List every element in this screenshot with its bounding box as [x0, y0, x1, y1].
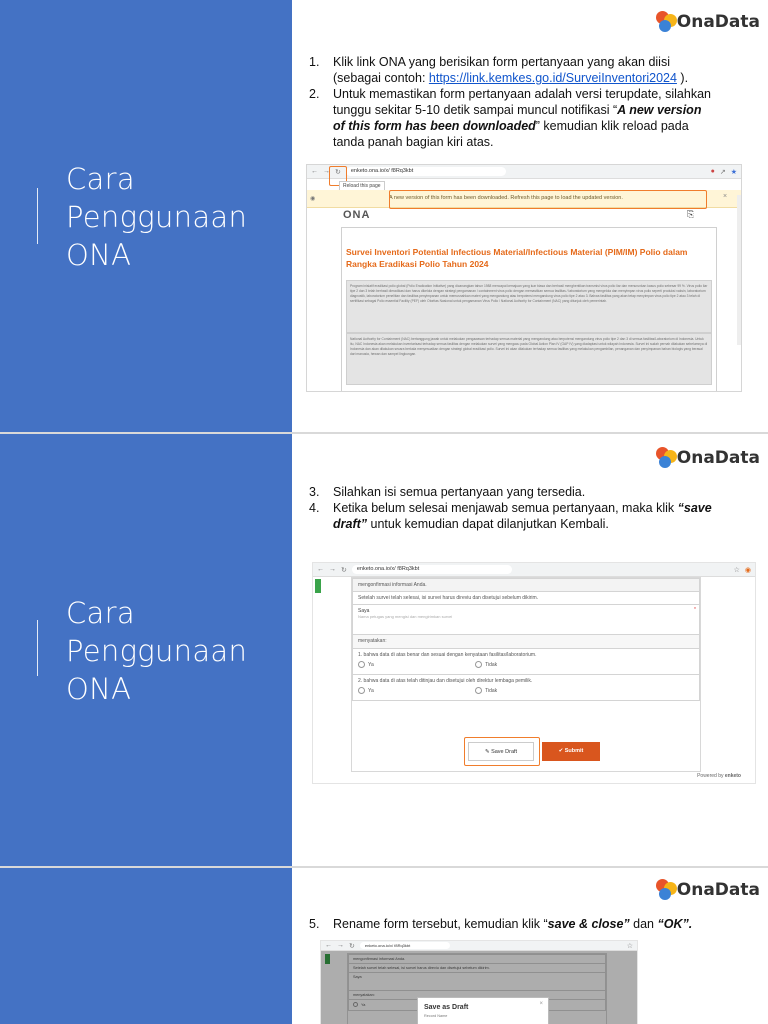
form-row-review-note: Setelah survei telah selesai, isi survei harus direviu dan disetujui sebelum dikirim.: [352, 592, 700, 605]
slide-title: Cara Penggunaan ONA: [66, 162, 248, 272]
url-bar[interactable]: enketo.ona.io/x/ f8Rq3kbt: [352, 565, 512, 574]
bookmark-star-icon[interactable]: ☆: [626, 942, 633, 950]
share-icon: ↗: [719, 168, 726, 176]
forward-icon[interactable]: →: [329, 566, 336, 573]
divider-line: [37, 188, 38, 244]
forward-icon[interactable]: →: [337, 942, 344, 949]
onadata-logo-icon: [656, 11, 672, 33]
save-draft-button[interactable]: ✎ Save Draft: [468, 742, 534, 761]
back-icon[interactable]: ←: [317, 566, 324, 573]
onadata-logo-icon: [656, 879, 672, 901]
scrollbar[interactable]: [737, 195, 742, 345]
side-status-icon: [315, 579, 321, 593]
record-name-label: Record Name: [424, 1014, 448, 1018]
screenshot-rename: [320, 940, 638, 1024]
form-area: [351, 577, 701, 772]
close-modal-icon[interactable]: ×: [539, 1001, 543, 1007]
onadata-logo-icon: [656, 447, 672, 469]
notice-info-icon: ◉: [310, 196, 316, 202]
onadata-logo: OnaData: [656, 2, 760, 42]
step-list: [309, 916, 749, 932]
url-bar[interactable]: enketo.ona.io/x/ f8Rq3kbt: [346, 167, 506, 176]
browser-bar: [321, 941, 637, 951]
intro-paragraph-2: National Authority for Containment (NAC) bertanggung jawab untuk melakukan pengawasan terhadap semua material yang mengandung atau berpotensi mengandung virus polio tipe 2 dan 3 di semua fasilitas/Laboratorium di Indonesia. Untuk itu, NAC Indonesia akan melakukan inventarisasi terhadap semua fasilitas dengan melakukan survei yang mengacu pada Global Action Plan IV (GAP IV) yang diadaptasi untuk wilayah Indonesia. Survei ini sudah pernah dilakukan sebelumnya di Indonesia dan akan dilakukan secara berkala menyesuaikan dengan strategi global eradikasi polio. Survei ini akan dilakukan terhadap semua fasilitas yang melakukan pengambilan, penanganan dan penyimpanan bahan biologis yang berasal dari manusia, hewan dan sampel lingkungan.: [346, 333, 712, 385]
back-icon[interactable]: ←: [325, 942, 332, 949]
step-2: 2. Untuk memastikan form pertanyaan adalah versi terupdate, silahkan tunggu sekitar 5-10 detik sampai muncul notifikasi “A new version of this form has been downloaded” kemudian klik reload pada tanda panah bagian kiri atas.: [309, 87, 711, 149]
step-1: 1. Klik link ONA yang berisikan form pertanyaan yang akan diisi (sebagai contoh: https://link.kemkes.go.id/SurveiInventori2024 ).: [309, 55, 689, 85]
name-label: Saya: [358, 608, 370, 614]
back-icon[interactable]: ←: [311, 168, 318, 175]
form-row-name: [352, 605, 700, 635]
notice-highlight: [389, 190, 707, 209]
close-notice-icon[interactable]: ×: [723, 193, 728, 200]
ona-logo: ONA: [343, 209, 371, 221]
onadata-logo: OnaData: [656, 870, 760, 910]
save-as-draft-modal: [417, 997, 549, 1024]
form-row-statement: menyatakan:: [352, 635, 700, 649]
reload-tooltip: Reload this page: [339, 181, 385, 191]
reload-icon[interactable]: ↻: [335, 168, 341, 176]
print-icon[interactable]: ⎘: [687, 209, 695, 219]
question-1: 1. bahwa data di atas benar dan sesuai dengan kenyataan fasilitas/laboratorium. Ya Tidak: [352, 649, 700, 675]
slide-3: [0, 868, 768, 1024]
title-panel: [0, 434, 292, 866]
step-4: 4. Ketika belum selesai menjawab semua pertanyaan, maka klik “save draft” untuk kemudian dapat dilanjutkan Kembali.: [309, 501, 712, 531]
name-hint: Nama petugas yang mengisi dan mengirimkan survei: [358, 614, 453, 619]
forward-icon[interactable]: →: [323, 168, 330, 175]
q2-radio-ya[interactable]: Ya: [358, 687, 374, 694]
screenshot-reload: [306, 164, 742, 392]
reload-icon[interactable]: ↻: [349, 942, 355, 950]
title-panel: [0, 868, 292, 1024]
bookmark-star-icon[interactable]: ☆: [733, 566, 740, 574]
form-row-confirm: mengonfirmasi informasi Anda.: [348, 954, 606, 964]
screenshot-save-draft: [312, 562, 756, 784]
submit-button[interactable]: ✔ Submit: [542, 742, 600, 761]
q2-radio-tidak[interactable]: Tidak: [475, 687, 497, 694]
divider-line: [37, 620, 38, 676]
form-row-name: Saya: [348, 973, 606, 991]
slide-2: [0, 434, 768, 866]
form-row-review-note: Setelah survei telah selesai, isi survei harus direviu dan disetujui sebelum dikirim.: [348, 964, 606, 973]
bookmark-star-icon[interactable]: ★: [730, 168, 737, 176]
form-row-statement: menyatakan:: [348, 991, 606, 1000]
save-draft-highlight: [464, 737, 540, 766]
title-panel: [0, 0, 292, 432]
step-5: 5. Rename form tersebut, kemudian klik “save & close” dan “OK”.: [309, 917, 693, 931]
form-title: Survei Inventori Potential Infectious Material/Infectious Material (PIM/IM) Polio dalam Rangka Eradikasi Polio Tahun 2024: [346, 247, 688, 269]
slide-1: [0, 0, 768, 432]
extension-icon: ●: [710, 168, 715, 175]
survey-link[interactable]: https://link.kemkes.go.id/SurveiInventori2024: [428, 71, 677, 85]
step-list: [309, 54, 749, 150]
step-list: [309, 484, 749, 532]
question-2: 2. bahwa data di atas telah ditinjau dan disetujui oleh direktur lembaga pemilik. Ya Tidak: [352, 675, 700, 701]
url-bar[interactable]: enketo.ona.io/x/ f8Rq3kbt: [360, 942, 450, 949]
new-version-notice: A new version of this form has been downloaded. Refresh this page to load the updated version.: [307, 190, 741, 208]
q1-radio-tidak[interactable]: Tidak: [475, 661, 497, 668]
browser-bar: [313, 563, 755, 577]
browser-bar: [307, 165, 741, 179]
modal-title: Save as Draft: [424, 1004, 469, 1011]
profile-icon[interactable]: ◉: [744, 566, 751, 574]
required-mark-icon: *: [694, 607, 696, 613]
reload-icon[interactable]: ↻: [341, 566, 347, 574]
powered-by: Powered by enketo: [697, 773, 741, 779]
q1-radio-ya[interactable]: Ya: [358, 661, 374, 668]
slide-title: Cara Penggunaan ONA: [66, 596, 248, 706]
q1-radio-ya[interactable]: Ya: [353, 1002, 365, 1007]
form-card: [341, 227, 717, 392]
onadata-logo: OnaData: [656, 438, 760, 478]
intro-paragraph-1: Program inisiatif eradikasi polio global (Polio Eradication Initiative) yang dicanangkan tahun 1988 mencapai kemajuan yang luar biasa dan berhasil menghentikan transmisi virus polio liar dan menurunkan kasus polio sebesar 99 %. Virus polio liar tipe 2 dan 3 telah berhasil dieradikasi dan harus dikelola dengan strategi pengamanan / containment virus polio dengan memastikan semua fasilitas / laboratorium yang mengelola dan menyimpan virus polio seperti produksi vaksin, laboratorium diagnostik, laboratorium penelitian dan fasilitas penyimpanan untuk memusnahkan materi yang mengandung atau berpotensi mengandung virus polio tipe 2 atau 3. Bahwa fasilitas yang akan tetap menyimpan virus polio tipe 2 atau 3 telah di sertifikasi sebagai Polio essential Facility (PEF) oleh Otoritas Nasional untuk pengamanan Virus Polio / National Authority for Containment (NAC) yang ditunjuk oleh pemerintah.: [346, 280, 712, 333]
step-3: 3. Silahkan isi semua pertanyaan yang tersedia.: [309, 485, 586, 499]
form-row-confirm: mengonfirmasi informasi Anda.: [352, 578, 700, 592]
